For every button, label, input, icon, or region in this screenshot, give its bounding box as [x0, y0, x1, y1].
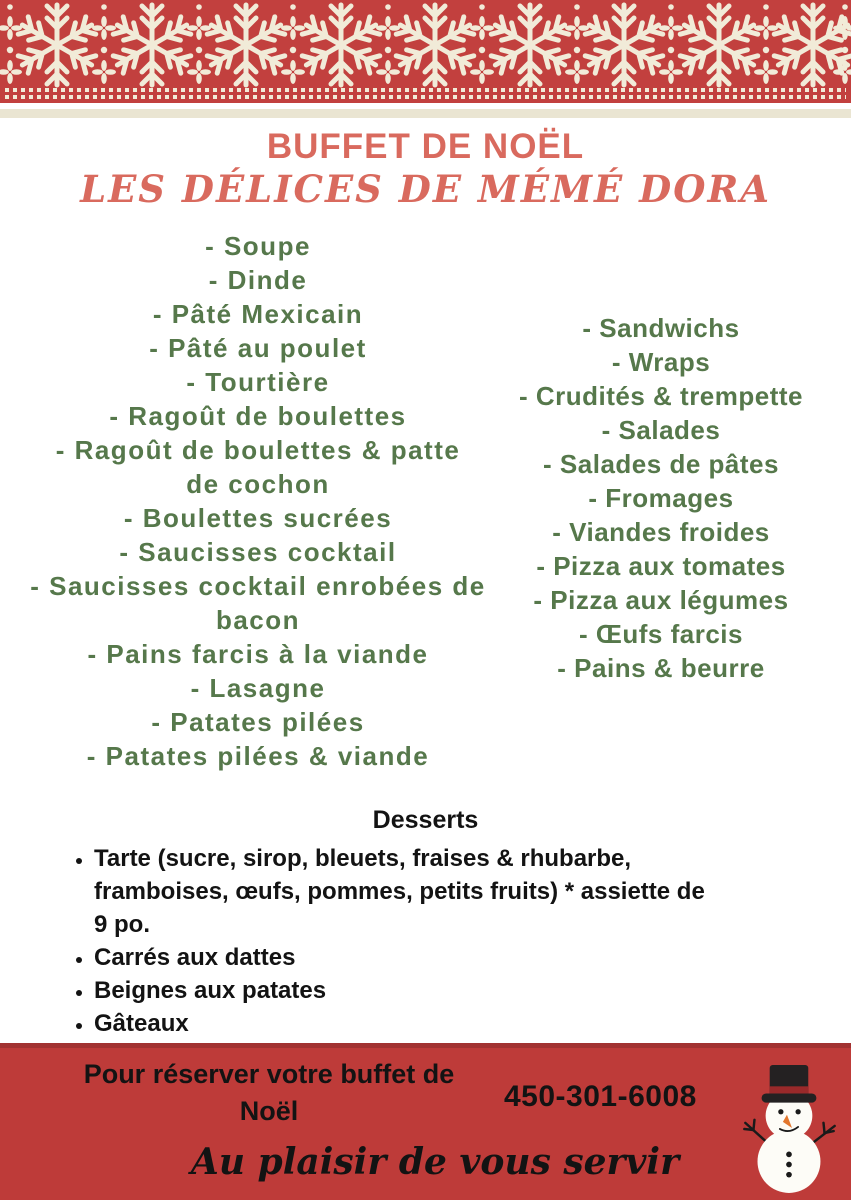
menu-item: - Ragoût de boulettes & patte de cochon: [55, 435, 461, 499]
menu-item: - Fromages: [588, 483, 734, 513]
menu-item: - Crudités & trempette: [518, 381, 804, 411]
menu-item: - Salades: [601, 415, 721, 445]
menu-item: - Patates pilées: [151, 707, 365, 737]
menu-item: - Ragoût de boulettes: [109, 401, 407, 431]
menu-item: - Saucisses cocktail enrobées de bacon: [30, 571, 486, 635]
menu-item: - Saucisses cocktail: [119, 537, 397, 567]
tagline-script: Au plaisir de vous servir: [190, 1141, 680, 1183]
phone-number: 450-301-6008: [504, 1080, 697, 1113]
menu-item: - Pizza aux légumes: [533, 585, 789, 615]
dessert-item: • Tarte (sucre, sirop, bleuets, fraises & rhubarbe, framboises, œufs, pommes, petits fruits) * assiette de 9 po.: [94, 842, 814, 941]
menu-item: - Patates pilées & viande: [86, 741, 430, 771]
knit-banner: [0, 0, 851, 103]
menu-item: - Pains & beurre: [557, 653, 765, 683]
menu-item: - Pâté au poulet: [149, 333, 367, 363]
snowflake-pattern-icon: [0, 0, 851, 88]
desserts-list: [66, 842, 814, 1040]
reservation-line2: Noël: [239, 1096, 299, 1126]
menu-column-right: [494, 311, 828, 685]
reservation-line1: Pour réserver votre buffet de: [83, 1059, 455, 1089]
menu-item: - Wraps: [611, 347, 711, 377]
menu-item: - Pâté Mexicain: [152, 299, 364, 329]
menu-item: - Pizza aux tomates: [536, 551, 786, 581]
stitch-dots-row: [5, 88, 846, 92]
menu-item: - Soupe: [205, 231, 311, 261]
footer-banner: [0, 1043, 851, 1200]
menu-item: - Pains farcis à la viande: [87, 639, 429, 669]
snowman-icon: [739, 1064, 841, 1196]
desserts-section: [0, 806, 851, 1040]
reservation-text: [38, 1056, 500, 1130]
menu-item: - Lasagne: [190, 673, 326, 703]
menu-item: - Salades de pâtes: [543, 449, 779, 479]
page-title: BUFFET DE NOËL: [266, 127, 585, 166]
menu-column-left: [2, 229, 514, 773]
dessert-item: • Carrés aux dattes: [94, 941, 814, 974]
menu-item: - Sandwichs: [582, 313, 740, 343]
menu-item: - Viandes froides: [552, 517, 770, 547]
menu-item: - Œufs farcis: [579, 619, 743, 649]
menu-item: - Dinde: [208, 265, 308, 295]
desserts-heading: Desserts: [372, 806, 479, 834]
divider-strip: [0, 109, 851, 118]
dessert-item: • Beignes aux patates: [94, 974, 814, 1007]
top-hat-icon: [762, 1065, 817, 1103]
page-subtitle: LES DÉLICES DE MÉMÉ DORA: [80, 167, 771, 211]
menu-item: - Boulettes sucrées: [123, 503, 393, 533]
stitch-dots-row: [5, 95, 846, 99]
dessert-item: • Gâteaux: [94, 1007, 814, 1040]
menu-item: - Tourtière: [186, 367, 330, 397]
